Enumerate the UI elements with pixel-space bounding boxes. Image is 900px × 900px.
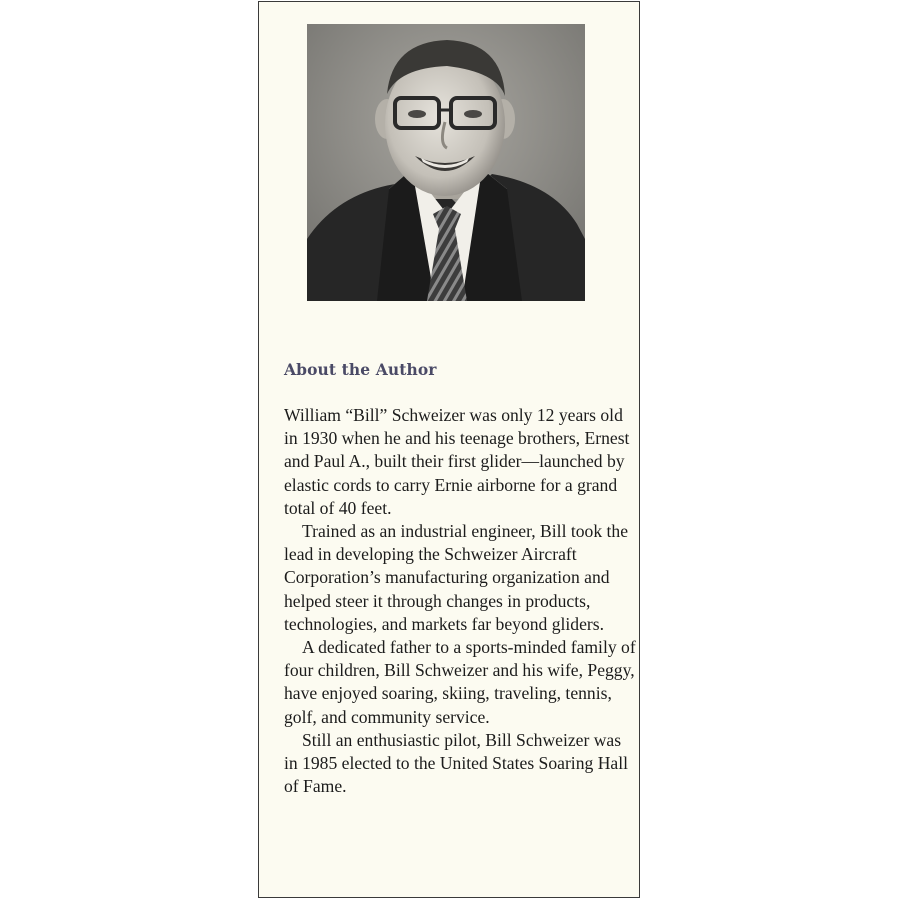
about-author-heading: About the Author [284,360,437,379]
author-photo [307,24,585,301]
bio-paragraph: William “Bill” Schweizer was only 12 years old in 1930 when he and his teenage brothers, Ernest and Paul A., built their first glider—launched by elastic cords to carry Ernie airborne for a grand total of 40 feet. [284,405,630,518]
bio-paragraph: Still an enthusiastic pilot, Bill Schweizer was in 1985 elected to the United States Soaring Hall of Fame. [284,729,628,797]
bio-paragraph: Trained as an industrial engineer, Bill took the lead in developing the Schweizer Aircraft Corporation’s manufacturing organization and helped steer it through changes in products, technologies, and markets far beyond gliders. [284,521,629,634]
bio-paragraph: A dedicated father to a sports-minded family of four children, Bill Schweizer and his wife, Peggy, have enjoyed soaring, skiing, traveling, tennis, golf, and community service. [284,637,636,727]
about-author-panel [258,1,640,898]
author-portrait-image [307,24,585,301]
author-biography [284,404,636,798]
